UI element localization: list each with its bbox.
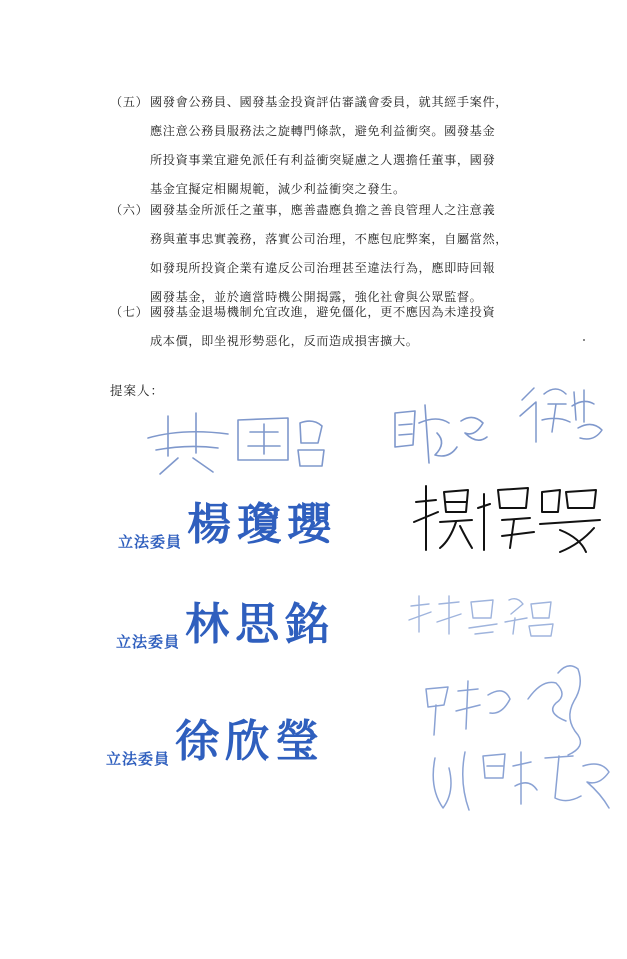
item-line: 國發基金，並於適當時機公開揭露，強化社會與公眾監督。 [150, 290, 483, 304]
item-number: （六） [110, 203, 149, 217]
stamp-1 [118, 488, 337, 552]
stamp-3 [106, 705, 325, 769]
scan-speck [583, 339, 585, 341]
signature-2 [387, 393, 492, 473]
proposer-label: 提案人： [110, 383, 165, 398]
item-number: （五） [110, 95, 149, 109]
signature-7 [425, 738, 615, 818]
item-5 [110, 88, 560, 204]
item-number: （七） [110, 305, 149, 319]
stamp-title: 立法委員 [106, 750, 171, 768]
stamp-title: 立法委員 [116, 633, 181, 651]
item-line: 所投資事業宜避免派任有利益衝突疑慮之人選擔任董事，國發 [150, 153, 496, 167]
signature-3 [514, 380, 609, 450]
stamp-2 [116, 588, 335, 652]
item-line: 國發基金所派任之董事，應善盡應負擔之善良管理人之注意義 [150, 203, 496, 217]
signature-5 [405, 592, 555, 642]
item-line: 如發現所投資企業有違反公司治理甚至違法行為，應即時回報 [150, 261, 496, 275]
stamp-name: 林思銘 [185, 599, 336, 650]
item-line: 國發基金退場機制允宜改進，避免僵化，更不應因為未達投資 [150, 305, 496, 319]
item-line: 國發會公務員、國發基金投資評估審議會委員，就其經手案件， [150, 95, 509, 109]
signature-4 [410, 478, 605, 558]
item-line: 務與董事忠實義務，落實公司治理，不應包庇弊案，自屬當然， [150, 232, 509, 246]
stamp-name: 楊瓊瓔 [187, 499, 338, 550]
item-7 [110, 298, 560, 356]
item-line: 應注意公務員服務法之旋轉門條款，避免利益衝突。國發基金 [150, 124, 496, 138]
stamp-title: 立法委員 [118, 533, 183, 551]
item-line: 成本價，即坐視形勢惡化，反而造成損害擴大。 [150, 334, 419, 348]
item-6 [110, 196, 560, 312]
signature-1 [138, 398, 328, 478]
item-line: 基金宜擬定相關規範，減少利益衝突之發生。 [150, 182, 406, 196]
stamp-name: 徐欣瑩 [175, 716, 326, 767]
